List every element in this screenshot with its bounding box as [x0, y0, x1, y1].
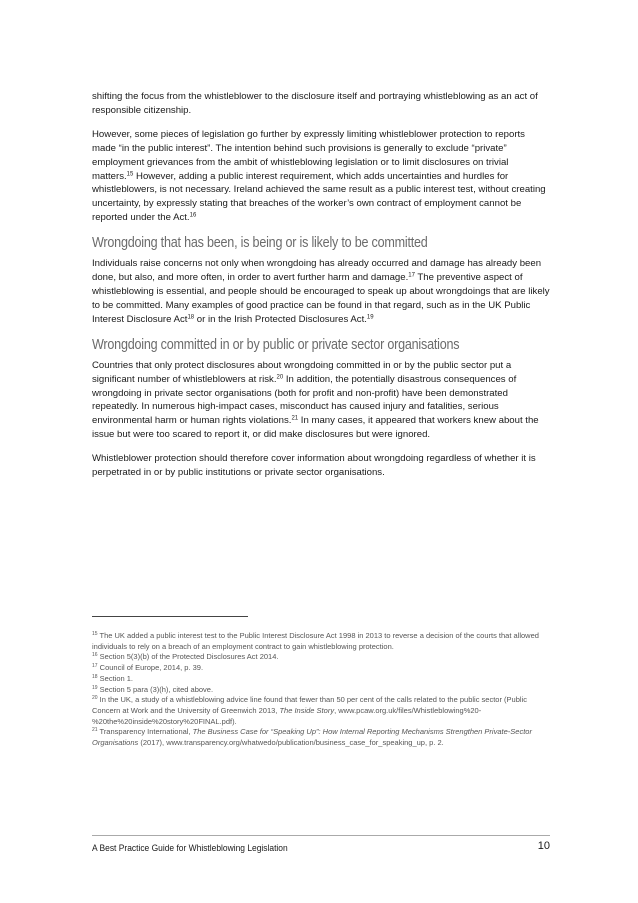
footnote-title: The Inside Story — [279, 705, 335, 715]
footnote-text: The UK added a public interest test to the Public Interest Disclosure Act 1998 in 2013 to reverse a decision of the courts that allowed individuals to rely on a breach of an employment contract to gain whistleblowing protection. — [92, 631, 539, 651]
footer-title: A Best Practice Guide for Whistleblowing Legislation — [92, 843, 288, 854]
body-text — [92, 90, 550, 490]
paragraph-text: However, some pieces of legislation go further by expressly limiting whistleblower protection to reports made “in the public interest”. The intention behind such provisions is generally to exclude “private” employment grievances from the ambit of whistleblowing legislation or to limit disclosures on trivial matters. — [92, 128, 525, 182]
paragraph-text: shifting the focus from the whistleblower to the disclosure itself and portraying whistleblowing as an act of responsible citizenship. — [92, 91, 538, 116]
footnote-title: The Business Case for “Speaking Up”: How Internal Reporting Mechanisms Strengthen Private-Sector Organisations — [92, 727, 532, 748]
paragraph — [92, 128, 550, 225]
footnote-text: Council of Europe, 2014, p. 39. — [97, 663, 204, 673]
footnote — [92, 663, 552, 674]
paragraph — [92, 90, 550, 118]
paragraph-text: or in the Irish Protected Disclosures Act. — [194, 313, 367, 325]
footnote-ref[interactable]: 20 — [276, 374, 284, 381]
paragraph — [92, 452, 550, 480]
footnote-number: 18 — [92, 673, 98, 680]
footnote-link[interactable]: (2017), www.transparency.org/whatwedo/publication/business_case_for_speaking_up, p. 2. — [138, 738, 444, 748]
footnote — [92, 674, 552, 685]
footnote-ref[interactable]: 17 — [408, 272, 415, 279]
footnote-text: Section 5 para (3)(h), cited above. — [97, 684, 214, 694]
footnote-number: 17 — [92, 663, 98, 670]
footnote-ref[interactable]: 21 — [291, 415, 299, 422]
section-heading: Wrongdoing that has been, is being or is likely to be committed — [92, 235, 428, 252]
page-number: 10 — [537, 840, 550, 852]
footer-separator — [92, 835, 550, 836]
paragraph-text: Individuals raise concerns not only when wrongdoing has already occurred and damage has already been done, but also, and more often, in order to avert further harm and damage. — [92, 258, 542, 284]
paragraph-text: In many cases, it appeared that workers knew about the issue but were too scared to report it, or did make disclosures but were ignored. — [92, 415, 539, 441]
footnote-text: Transparency International, — [97, 727, 193, 737]
paragraph-text: The preventive aspect of whistleblowing is essential, and people should be encouraged to speak up about wrongdoings that are likely to be committed. Many examples of good practice can be found in that regard, such as in the UK Public Interest Disclosure Act — [92, 272, 550, 325]
footnote — [92, 727, 552, 748]
footnote-link[interactable]: , www.pcaw.org.uk/files/Whistleblowing%20-%20the%20inside%20story%20FINAL.pdf). — [92, 705, 482, 726]
footnote-ref[interactable]: 19 — [366, 314, 374, 321]
section-heading: Wrongdoing committed in or by public or private sector organisations — [92, 336, 460, 353]
footnote-number: 16 — [92, 652, 98, 659]
paragraph — [92, 359, 550, 442]
footnote-number: 20 — [92, 695, 98, 702]
footnote-ref[interactable]: 16 — [189, 212, 197, 219]
footnote — [92, 695, 552, 727]
footnote-separator — [92, 616, 248, 617]
paragraph — [92, 257, 550, 327]
paragraph-text: Countries that only protect disclosures about wrongdoing committed in or by the public sector put a significant number of whistleblowers at risk. — [92, 359, 512, 385]
footnote — [92, 652, 552, 663]
footnote-number: 19 — [92, 684, 98, 691]
paragraph-text: In addition, the potentially disastrous consequences of wrongdoing in private sector organisations (both for profit and non-profit) have been demonstrated repeatedly. In numerous high-impact cases, misconduct has caused injury and fatalities, serious environmental harm or human rights violations. — [92, 373, 517, 427]
footnote-number: 15 — [92, 631, 98, 637]
footnote-number: 21 — [92, 727, 98, 734]
footnote-ref[interactable]: 15 — [126, 171, 134, 178]
footnote-text: Section 5(3)(b) of the Protected Disclosures Act 2014. — [97, 652, 279, 662]
footnote-text: Section 1. — [97, 673, 134, 683]
footnote — [92, 631, 552, 652]
paragraph-text: Whistleblower protection should therefore cover information about wrongdoing regardless of whether it is perpetrated in or by public institutions or private sector organisations. — [92, 453, 536, 479]
footnote — [92, 685, 552, 696]
footnote-text: In the UK, a study of a whistleblowing advice line found that fewer than 50 per cent of the calls related to the public sector (Public Concern at Work and the University of Greenwich 2013, — [92, 695, 527, 715]
paragraph-text: However, adding a public interest requirement, which adds uncertainties and hurdles for whistleblowers, is not necessary. Ireland achieved the same result as a public interest test, without creating uncertainty, by expressly stating that breaches of the worker’s own contract of employment cannot be reported under the Act. — [92, 170, 546, 224]
footnote-ref[interactable]: 18 — [187, 314, 195, 321]
footnotes — [92, 631, 552, 749]
